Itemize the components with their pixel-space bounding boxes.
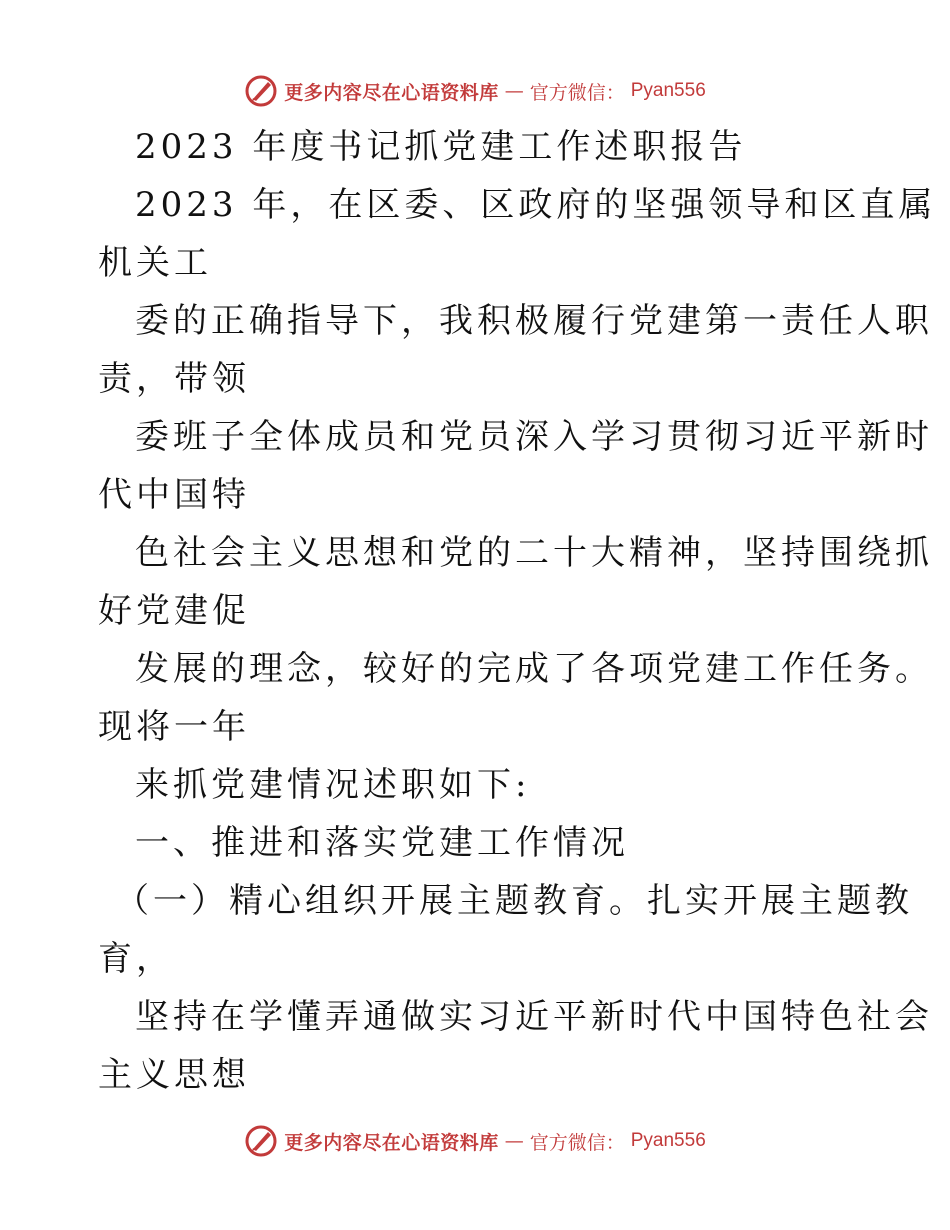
paragraph-line: 主义思想: [98, 1055, 250, 1095]
paragraph-line: 委班子全体成员和党员深入学习贯彻习近平新时: [135, 417, 933, 457]
paragraph-line: 坚持在学懂弄通做实习近平新时代中国特色社会: [135, 997, 933, 1037]
paragraph-line: 2023 年，在区委、区政府的坚强领导和区直属: [135, 185, 937, 225]
document-title: 2023 年度书记抓党建工作述职报告: [135, 127, 747, 167]
paragraph-line: 现将一年: [98, 707, 250, 747]
section-heading: 一、推进和落实党建工作情况: [135, 823, 629, 863]
quill-pen-circle-icon: [244, 74, 278, 108]
banner-wechat-id: Pyan556: [630, 1130, 706, 1151]
paragraph-line: 来抓党建情况述职如下:: [135, 765, 531, 805]
banner-wechat-label: 官方微信：: [529, 81, 625, 104]
paragraph-line: 发展的理念，较好的完成了各项党建工作任务。: [135, 649, 933, 689]
paragraph-line: 代中国特: [98, 475, 250, 515]
banner-separator: —: [504, 80, 524, 102]
header-banner: [0, 71, 950, 111]
paragraph-line: 委的正确指导下，我积极履行党建第一责任人职: [135, 301, 933, 341]
paragraph-line: 好党建促: [98, 591, 250, 631]
banner-wechat-id: Pyan556: [630, 80, 706, 101]
paragraph-line: 育，: [98, 939, 174, 979]
paragraph-line: 机关工: [98, 243, 212, 283]
banner-text: 更多内容尽在心语资料库: [284, 81, 499, 104]
subsection-heading: （一）精心组织开展主题教育。扎实开展主题教: [115, 881, 913, 921]
paragraph-line: 责，带领: [98, 359, 250, 399]
footer-banner: [0, 1121, 950, 1161]
quill-pen-circle-icon: [244, 1124, 278, 1158]
banner-separator: —: [504, 1130, 524, 1152]
banner-text: 更多内容尽在心语资料库: [284, 1131, 499, 1154]
paragraph-line: 色社会主义思想和党的二十大精神，坚持围绕抓: [135, 533, 933, 573]
banner-wechat-label: 官方微信：: [529, 1131, 625, 1154]
